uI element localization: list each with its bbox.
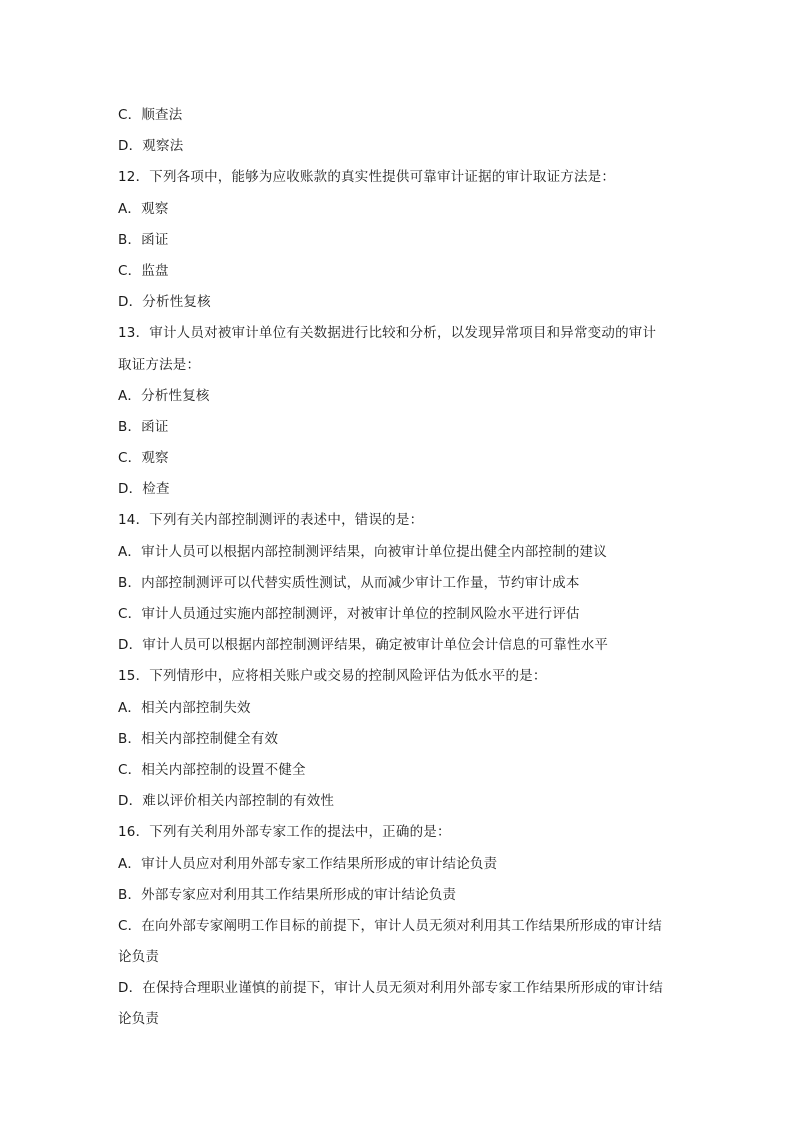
option-c-q16: C．在向外部专家阐明工作目标的前提下，审计人员无须对利用其工作结果所形成的审计结 [118,917,662,934]
option-c-q16-continued: 论负责 [118,949,160,966]
option-b-q16: B．外部专家应对利用其工作结果所形成的审计结论负责 [118,886,457,903]
option-c-q15: C．相关内部控制的设置不健全 [118,761,306,778]
option-d-q13: D．检查 [118,481,170,498]
option-d-q12: D．分析性复核 [118,294,211,311]
option-d-q14: D．审计人员可以根据内部控制测评结果，确定被审计单位会计信息的可靠性水平 [118,637,609,654]
option-a-q15: A．相关内部控制失效 [118,699,251,716]
question-12: 12．下列各项中，能够为应收账款的真实性提供可靠审计证据的审计取证方法是： [118,169,616,186]
question-14: 14．下列有关内部控制测评的表述中，错误的是： [118,512,424,529]
option-d-q16-continued: 论负责 [118,1011,160,1028]
option-a-q16: A．审计人员应对利用外部专家工作结果所形成的审计结论负责 [118,855,498,872]
option-c-q14: C．审计人员通过实施内部控制测评，对被审计单位的控制风险水平进行评估 [118,606,580,622]
question-13-continued: 取证方法是： [118,356,201,373]
option-d-q11: D．观察法 [118,138,184,155]
option-d-q16: D．在保持合理职业谨慎的前提下，审计人员无须对利用外部专家工作结果所形成的审计结 [118,980,663,997]
option-a-q14: A．审计人员可以根据内部控制测评结果，向被审计单位提出健全内部控制的建议 [118,543,607,560]
option-b-q12: B．函证 [118,231,169,248]
option-b-q13: B．函证 [118,418,169,435]
document-page [118,100,698,1036]
option-b-q14: B．内部控制测评可以代替实质性测试，从而减少审计工作量，节约审计成本 [118,574,580,591]
option-c-q12: C．监盘 [118,262,169,279]
question-16: 16．下列有关利用外部专家工作的提法中，正确的是： [118,824,451,841]
option-a-q13: A．分析性复核 [118,387,210,404]
option-a-q12: A．观察 [118,200,169,217]
question-15: 15．下列情形中，应将相关账户或交易的控制风险评估为低水平的是： [118,668,547,685]
option-c-q13: C．观察 [118,450,169,467]
option-d-q15: D．难以评价相关内部控制的有效性 [118,793,335,810]
option-b-q15: B．相关内部控制健全有效 [118,730,279,747]
option-c-q11: C．顺查法 [118,107,183,123]
question-13: 13．审计人员对被审计单位有关数据进行比较和分析，以发现异常项目和异常变动的审计 [118,325,657,342]
